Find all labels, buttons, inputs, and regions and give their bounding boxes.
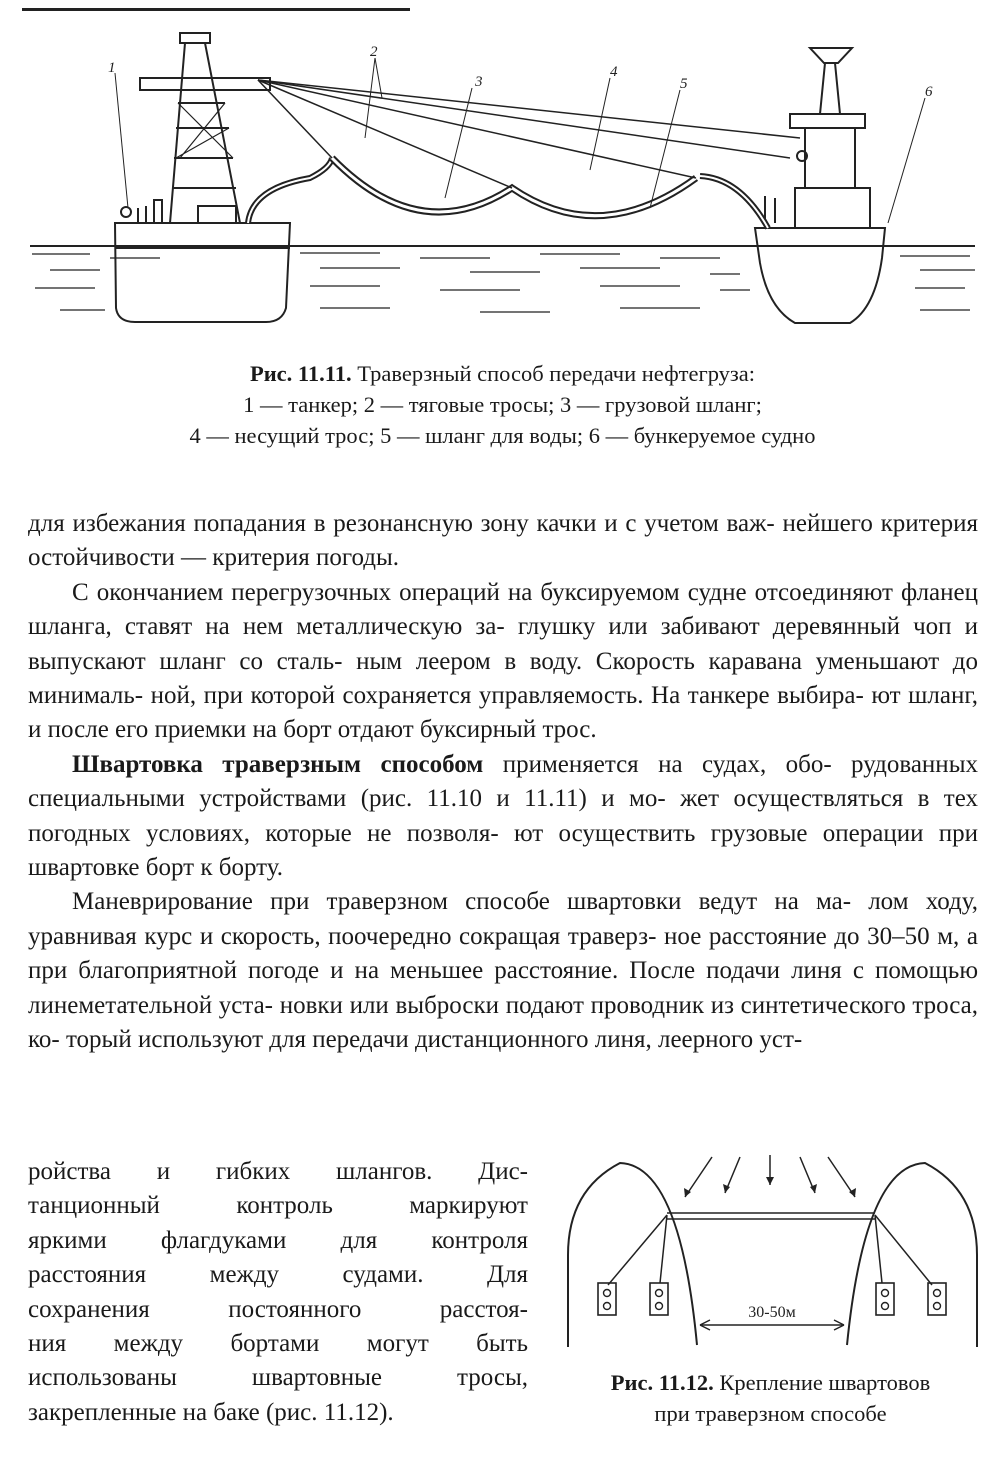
text-line: новки или выброски подают проводник из синтетического троса, ко- bbox=[28, 991, 978, 1054]
paragraph-2 bbox=[28, 576, 978, 748]
fig1-label-2: 2 bbox=[370, 44, 378, 60]
text-line: танционный контроль маркируют bbox=[28, 1192, 528, 1220]
text-line: закрепленные на баке (рис. 11.12). bbox=[28, 1398, 394, 1426]
caption-title: Траверзный способ передачи нефтегруза: bbox=[357, 361, 756, 386]
fig1-label-1: 1 bbox=[108, 60, 116, 76]
text-line: использованы швартовные тросы, bbox=[28, 1364, 528, 1392]
text-line: рудованных специальными устройствами (рис. 11.10 и 11.11) и мо- bbox=[28, 750, 978, 813]
caption-number: Рис. 11.12. bbox=[610, 1370, 714, 1395]
text-line: ным леером в воду. Скорость каравана уменьшают до минималь- bbox=[28, 647, 978, 710]
caption-line-2: при траверзном способе bbox=[654, 1401, 887, 1426]
paragraph-4 bbox=[28, 885, 978, 1057]
figure-11-12-mooring-diagram bbox=[560, 1155, 985, 1355]
header-rule bbox=[22, 8, 410, 11]
caption-line-1: Крепление швартовов bbox=[719, 1370, 931, 1395]
text-line: Маневрирование при траверзном способе швартовки ведут на ма- bbox=[72, 888, 852, 916]
text-line: ют осуществить грузовые операции при швартовке борт к борту. bbox=[28, 819, 979, 882]
fig1-label-6: 6 bbox=[925, 84, 933, 100]
text-line: ной, при которой сохраняется управляемость. На танкере выбира- bbox=[150, 682, 864, 710]
text-line: ния между бортами могут быть bbox=[28, 1330, 528, 1358]
text-line: для избежания попадания в резонансную зону качки и с учетом важ- bbox=[28, 510, 775, 537]
text-line: торый используют для передачи дистанционного линя, леерного уст- bbox=[65, 1026, 803, 1054]
text-line: нейшего критерия остойчивости — критерия погоды. bbox=[28, 510, 978, 572]
text-line: ют шланг, и после его приемки на борт отдают буксирный трос. bbox=[28, 682, 979, 744]
text-line: лом ходу, уравнивая курс и скорость, поочередно сокращая траверз- bbox=[28, 888, 978, 950]
paragraph-1 bbox=[28, 507, 978, 576]
fig1-label-3: 3 bbox=[475, 74, 483, 90]
caption-number: Рис. 11.11. bbox=[249, 361, 352, 386]
text-line: сохранения постоянного расстоя- bbox=[28, 1295, 528, 1323]
text-line: отсоединяют фланец шланга, ставят на нем металлическую за- bbox=[28, 578, 978, 641]
caption-legend-line-1: 1 — танкер; 2 — тяговые тросы; 3 — грузовой шланг; bbox=[243, 392, 762, 417]
fig1-label-4: 4 bbox=[610, 64, 618, 80]
figure-11-12-caption bbox=[548, 1367, 993, 1429]
figure-11-11-caption bbox=[0, 358, 1005, 451]
figure-11-11-tanker-transfer-diagram bbox=[20, 18, 985, 356]
text-line: расстояния между судами. Для bbox=[28, 1261, 528, 1289]
text-line: ное расстояние до 30–50 м, а при благоприятной погоде и на меньшее bbox=[28, 922, 978, 985]
text-line: применяется на судах, обо- bbox=[483, 750, 832, 778]
paragraph-4-wrapped bbox=[28, 1155, 528, 1430]
text-line: яркими флагдуками для контроля bbox=[28, 1226, 528, 1254]
distance-label: 30-50м bbox=[748, 1304, 796, 1321]
text-line: С окончанием перегрузочных операций на буксируемом судне bbox=[72, 578, 747, 606]
caption-legend-line-2: 4 — несущий трос; 5 — шланг для воды; 6 — бункеруемое судно bbox=[189, 423, 816, 448]
text-line: расстояние. После подачи линя с помощью линеметательной уста- bbox=[28, 957, 978, 1019]
fig1-label-5: 5 bbox=[680, 76, 688, 92]
text-line: глушку или забивают деревянный чоп и выпускают шланг со сталь- bbox=[28, 613, 978, 675]
paragraph-3 bbox=[28, 748, 978, 886]
text-line: жет осуществляться в тех погодных условиях, которые не позволя- bbox=[28, 785, 979, 847]
body-text bbox=[28, 507, 978, 1058]
bold-term: Швартовка траверзным способом bbox=[72, 750, 484, 778]
text-line: ройства и гибких шлангов. Дис- bbox=[28, 1158, 528, 1185]
